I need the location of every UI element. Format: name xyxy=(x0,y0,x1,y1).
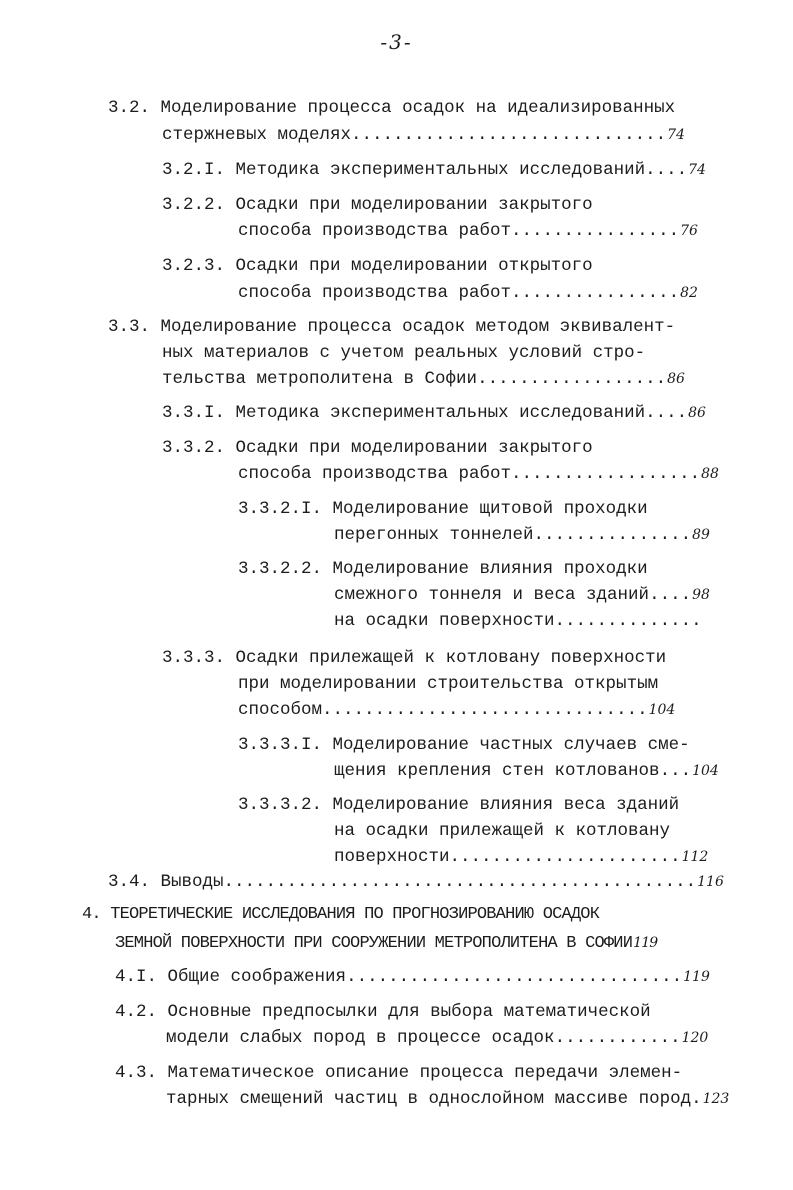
toc-entry-3-3-2-line1: 3.3.2. Осадки при моделировании закрытого xyxy=(162,438,593,458)
page-ref: 88 xyxy=(701,466,719,482)
toc-entry-4-2-line1: 4.2. Основные предпосылки для выбора математической xyxy=(115,1002,651,1022)
toc-entry-3-2-2-line1: 3.2.2. Осадки при моделировании закрытого xyxy=(162,195,593,215)
toc-entry-4-3-line1: 4.3. Математическое описание процесса передачи элемен- xyxy=(115,1063,683,1083)
page-number: -3- xyxy=(380,30,413,54)
page-ref: 89 xyxy=(692,527,710,543)
page-ref: 104 xyxy=(648,702,676,718)
toc-entry-3-3-3-line3: способом...............................104 xyxy=(238,700,676,720)
toc-entry-4-1: 4.I. Общие соображения................................119 xyxy=(115,967,710,987)
page-ref: 74 xyxy=(688,162,706,178)
toc-entry-3-3-2-2-line1: 3.3.2.2. Моделирование влияния проходки xyxy=(238,559,648,579)
page-ref: 112 xyxy=(681,849,709,865)
page-ref: 120 xyxy=(681,1030,709,1046)
toc-entry-3-4: 3.4. Выводы.............................................116 xyxy=(108,872,724,892)
toc-entry-3-3-2-line2: способа производства работ..................88 xyxy=(238,464,719,484)
page-ref: 116 xyxy=(697,874,724,890)
page-ref: 86 xyxy=(688,405,706,421)
toc-entry-3-3-3-1-line2: щения крепления стен котлованов...104 xyxy=(334,761,719,781)
page-ref: 82 xyxy=(680,285,698,301)
page-ref: 104 xyxy=(692,763,719,779)
toc-entry-3-3-3-line2: при моделировании строительства открытым xyxy=(238,674,659,694)
toc-entry-3-3-1: 3.3.I. Методика экспериментальных исследований....86 xyxy=(162,403,706,423)
toc-chapter-4-line1: 4. ТЕОРЕТИЧЕСКИЕ ИССЛЕДОВАНИЯ ПО ПРОГНОЗИРОВАНИЮ ОСАДОК xyxy=(82,905,600,924)
toc-entry-3-3-3-2-line1: 3.3.3.2. Моделирование влияния веса зданий xyxy=(238,795,680,815)
page-ref: 119 xyxy=(683,969,710,985)
toc-chapter-4-line2: ЗЕМНОЙ ПОВЕРХНОСТИ ПРИ СООРУЖЕНИИ МЕТРОПОЛИТЕНА В СОФИИ119 xyxy=(115,934,658,953)
toc-entry-3-3-3-2-line3: поверхности......................112 xyxy=(334,847,709,867)
toc-entry-3-3-2-2-line3: на осадки поверхности.............. xyxy=(334,611,702,631)
toc-entry-3-2-2-line2: способа производства работ................76 xyxy=(238,221,698,241)
toc-entry-3-3-2-2-line2: смежного тоннеля и веса зданий....98 xyxy=(334,585,710,605)
toc-entry-4-2-line2: модели слабых пород в процессе осадок............120 xyxy=(166,1028,709,1048)
page-ref: 123 xyxy=(702,1091,730,1107)
toc-entry-3-3-3-2-line2: на осадки прилежащей к котловану xyxy=(334,821,671,841)
page-ref: 98 xyxy=(692,587,710,603)
page-ref: 86 xyxy=(667,371,685,387)
toc-entry-3-2-1: 3.2.I. Методика экспериментальных исследований....74 xyxy=(162,160,706,180)
page-ref: 74 xyxy=(667,127,685,143)
toc-entry-3-2-line1: 3.2. Моделирование процесса осадок на идеализированных xyxy=(108,98,676,118)
toc-entry-3-3-3-line1: 3.3.3. Осадки прилежащей к котловану поверхности xyxy=(162,648,667,668)
page-ref: 76 xyxy=(680,223,698,239)
toc-entry-3-2-3-line1: 3.2.3. Осадки при моделировании открытого xyxy=(162,256,593,276)
page-ref: 119 xyxy=(633,935,658,951)
toc-entry-3-2-3-line2: способа производства работ................82 xyxy=(238,283,698,303)
toc-entry-3-3-line1: 3.3. Моделирование процесса осадок методом эквивалент- xyxy=(108,317,676,337)
toc-entry-3-3-line3: тельства метрополитена в Софии..................86 xyxy=(162,369,685,389)
toc-entry-3-3-2-1-line1: 3.3.2.I. Моделирование щитовой проходки xyxy=(238,499,648,519)
toc-entry-3-3-3-1-line1: 3.3.3.I. Моделирование частных случаев сме- xyxy=(238,735,690,755)
toc-entry-3-2-line2: стержневых моделях..............................74 xyxy=(162,125,685,145)
toc-entry-3-3-2-1-line2: перегонных тоннелей...............89 xyxy=(334,525,710,545)
toc-entry-3-3-line2: ных материалов с учетом реальных условий стро- xyxy=(162,343,646,363)
toc-entry-4-3-line2: тарных смещений частиц в однослойном массиве пород.123 xyxy=(166,1089,730,1109)
